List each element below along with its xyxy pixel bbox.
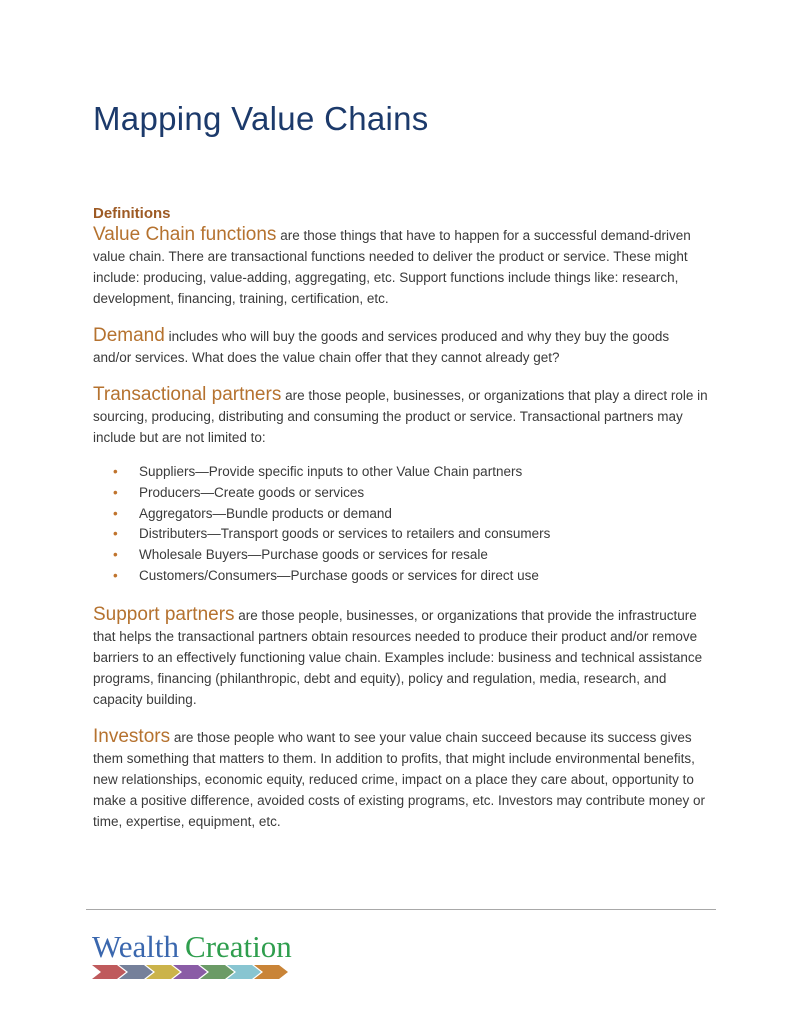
list-item-text: Producers—Create goods or services — [139, 484, 365, 500]
logo-arrows — [92, 965, 292, 979]
list-item-text: Customers/Consumers—Purchase goods or services for direct use — [139, 567, 539, 583]
definition-investors — [93, 726, 711, 832]
bullet-icon: • — [113, 526, 118, 542]
definition-transactional-partners — [93, 384, 711, 448]
bullet-icon: • — [113, 464, 118, 479]
page-title: Mapping Value Chains — [93, 100, 429, 137]
list-item-text: Aggregators—Bundle products or demand — [139, 505, 392, 521]
logo-word-wealth: Wealth — [92, 929, 180, 964]
definition-text: are those things that have to happen for a successful demand-driven value chain. There are transactional functions needed to deliver the product or service. These might include: producing, value-adding, aggregating, etc. Support functions include things like: research, development, financing, training, certification, etc. — [93, 228, 691, 306]
list-item-text: Distributers—Transport goods or services to retailers and consumers — [139, 526, 551, 542]
definition-text: are those people who want to see your value chain succeed because its success gives them something that matters to them. In addition to profits, that might include environmental benefits, new relationships, economic equity, reduced crime, impact on a place they care about, opportunity to make a positive difference, avoided costs of existing programs, etc. Investors may contribute money or time, expertise, equipment, etc. — [93, 729, 706, 829]
list-item — [113, 483, 711, 504]
term-demand: Demand — [93, 325, 165, 346]
list-item — [113, 566, 711, 587]
footer-divider — [86, 909, 716, 910]
transactional-partners-list — [93, 462, 711, 587]
definition-text: are those people, businesses, or organizations that play a direct role in sourcing, producing, distributing and consuming the product or service. Transactional partners may include but are not limited to: — [93, 388, 708, 445]
definition-text: includes who will buy the goods and services produced and why they buy the goods and/or services. What does the value chain offer that they cannot already get? — [93, 329, 670, 365]
logo-text — [92, 930, 292, 964]
term-value-chain-functions: Value Chain functions — [93, 224, 277, 245]
logo-word-creation: Creation — [185, 929, 292, 964]
term-investors: Investors — [93, 725, 171, 747]
term-transactional-partners: Transactional partners — [93, 384, 282, 405]
definition-support-partners — [93, 604, 711, 710]
list-item-text: Suppliers—Provide specific inputs to other Value Chain partners — [139, 464, 523, 479]
bullet-icon: • — [113, 484, 118, 500]
definition-text: are those people, businesses, or organizations that provide the infrastructure that helps the transactional partners obtain resources needed to produce their product and/or remove barriers to an effectively functioning value chain. Examples include: business and technical assistance programs, financing (philanthropic, debt and equity), policy and regulation, media, research, and capacity building. — [93, 607, 703, 707]
list-item-text: Wholesale Buyers—Purchase goods or services for resale — [139, 547, 488, 563]
list-item — [113, 545, 711, 566]
definition-demand — [93, 325, 711, 368]
list-item — [113, 462, 711, 483]
chevron-arrow-icon — [254, 965, 288, 979]
definitions-heading: Definitions — [93, 205, 171, 222]
bullet-icon: • — [113, 547, 118, 563]
definition-value-chain-functions — [93, 224, 711, 309]
list-item — [113, 504, 711, 525]
bullet-icon: • — [113, 505, 118, 521]
wealth-creation-logo — [92, 930, 292, 979]
term-support-partners: Support partners — [93, 603, 235, 625]
bullet-icon: • — [113, 567, 118, 583]
list-item — [113, 524, 711, 545]
